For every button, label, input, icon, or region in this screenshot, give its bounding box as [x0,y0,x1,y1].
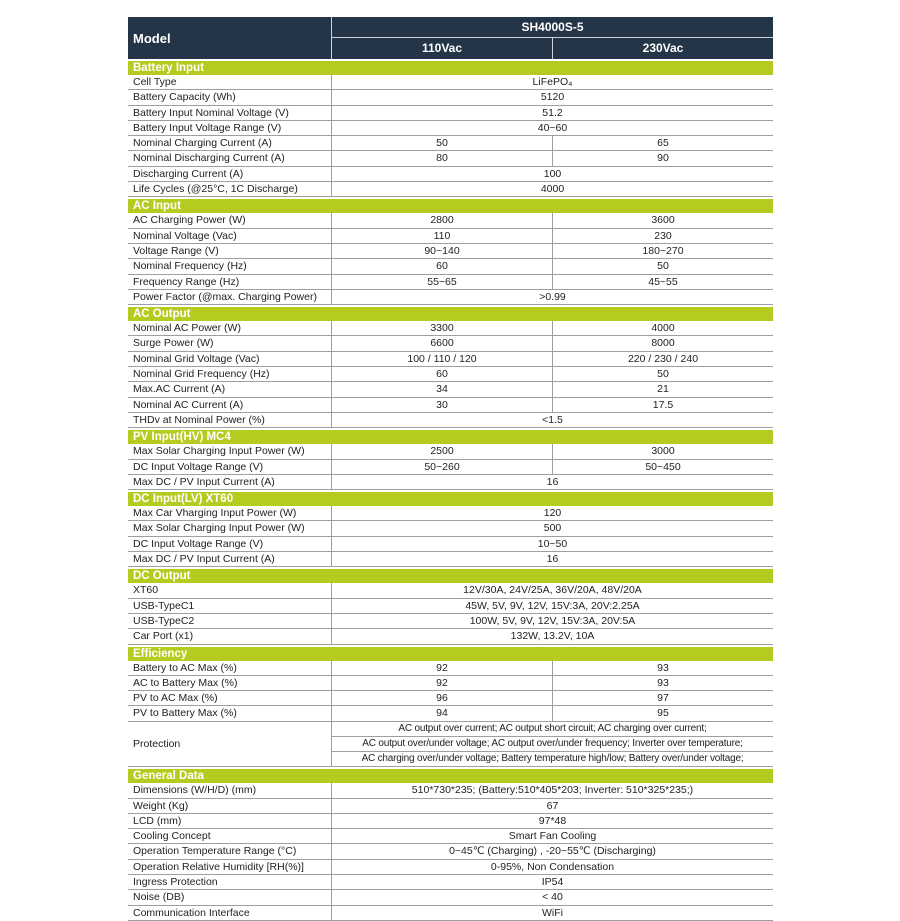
value-cell: 16 [546,553,559,566]
value-cell: 100 [543,167,562,180]
value-cell: 3300 [430,322,454,335]
table-row [128,537,773,552]
table-row [128,676,773,691]
value-cell: 93 [552,676,773,690]
value-cell: 21 [552,382,773,396]
value-cell: IP54 [541,876,564,889]
row-label: Frequency Range (Hz) [133,275,240,288]
value-cell: Smart Fan Cooling [508,830,597,843]
row-values [331,521,773,535]
table-row [128,229,773,244]
row-values [331,475,773,489]
value-cell: < 40 [542,891,563,904]
table-row [128,275,773,290]
row-values [331,413,773,427]
value-cell: 67 [546,799,559,812]
value-cell: 100 / 110 / 120 [407,352,477,365]
value-cell: 80 [436,152,448,165]
value-cell: 90 [552,151,773,165]
table-row [128,691,773,706]
row-values [331,599,773,613]
row-label: Max DC / PV Input Current (A) [133,553,275,566]
row-label: USB-TypeC2 [133,614,195,627]
row-values [331,367,773,381]
voltage-columns [332,38,773,59]
value-cell: 110 [433,229,451,242]
row-values [331,275,773,289]
section-title-dc-input-lv-xt60: DC Input(LV) XT60 [128,492,773,506]
row-values [331,829,773,843]
value-cell: 0-95%, Non Condensation [490,860,615,873]
table-row [128,75,773,90]
row-values [331,167,773,181]
table-row [128,290,773,305]
row-label: Operation Relative Humidity [RH(%)] [133,860,304,873]
header-product-block [331,17,773,59]
value-cell: 94 [436,707,448,720]
row-values [331,906,773,920]
row-values [331,213,773,227]
value-cell: 96 [436,692,448,705]
section-title-ac-input: AC Input [128,199,773,213]
row-label: AC to Battery Max (%) [133,676,238,689]
table-row [128,599,773,614]
row-values [331,506,773,520]
row-values [331,75,773,89]
row-values [331,537,773,551]
value-cell: 97 [552,691,773,705]
value-cell: 500 [543,522,562,535]
spec-sheet [128,17,773,921]
value-cell: 510*730*235; (Battery:510*405*203; Inverter: 510*325*235;) [411,784,694,797]
row-label: Nominal Charging Current (A) [133,137,272,150]
table-row [128,244,773,259]
column-110vac: 110Vac [421,41,463,55]
row-label: Battery Input Nominal Voltage (V) [133,106,289,119]
protection-line: AC output over/under voltage; AC output over/under frequency; Inverter over temperature; [332,736,773,751]
row-label: Nominal Voltage (Vac) [133,229,237,242]
row-label: PV to Battery Max (%) [133,707,237,720]
value-cell: 51.2 [542,106,563,119]
value-cell: 17.5 [552,398,773,412]
table-row [128,583,773,598]
row-label: PV to AC Max (%) [133,692,218,705]
section-title-dc-output: DC Output [128,569,773,583]
value-cell: 180~270 [552,244,773,258]
value-cell: 3600 [552,213,773,227]
table-row [128,151,773,166]
row-values [331,106,773,120]
row-values [331,629,773,643]
value-cell: 4000 [552,321,773,335]
value-cell: 230 [552,229,773,243]
table-row [128,213,773,228]
table-row [128,890,773,905]
value-cell: 97*48 [538,814,567,827]
row-label: Cell Type [133,76,177,88]
table-row [128,136,773,151]
row-values [331,229,773,243]
value-cell: 90~140 [424,244,460,257]
value-cell: 16 [546,475,559,488]
row-label: Nominal Frequency (Hz) [133,260,247,273]
row-values [331,814,773,828]
row-label: Discharging Current (A) [133,167,244,180]
spec-sections [128,61,773,921]
table-row [128,398,773,413]
table-row [128,783,773,798]
row-label: Battery Capacity (Wh) [133,91,236,104]
row-label: Dimensions (W/H/D) (mm) [133,784,257,797]
value-cell: 60 [436,260,448,273]
value-cell: WiFi [542,906,563,919]
row-label: Communication Interface [133,906,250,919]
value-cell: 50~260 [424,460,460,473]
table-row [128,352,773,367]
value-cell: 100W, 5V, 9V, 12V, 15V:3A, 20V:5A [469,614,636,627]
row-values [331,860,773,874]
row-values [331,352,773,366]
row-values [331,661,773,675]
row-label: Max.AC Current (A) [133,383,226,396]
value-cell: 95 [552,706,773,720]
table-row [128,521,773,536]
table-row [128,382,773,397]
row-label: USB-TypeC1 [133,599,195,612]
protection-line: AC output over current; AC output short circuit; AC charging over current; [398,722,707,734]
value-cell: 132W, 13.2V, 10A [510,630,595,643]
row-values [331,136,773,150]
row-values [331,244,773,258]
protection-values [331,722,773,767]
row-values [331,691,773,705]
value-cell: >0.99 [539,290,566,303]
value-cell: 30 [436,398,448,411]
row-values [331,382,773,396]
row-label: Weight (Kg) [133,799,189,812]
table-row [128,552,773,567]
row-label: DC Input Voltage Range (V) [133,537,264,550]
row-values [331,676,773,690]
row-values [331,844,773,858]
table-header [128,17,773,59]
table-row [128,875,773,890]
value-cell: 65 [552,136,773,150]
row-label: Ingress Protection [133,876,218,889]
section-title-efficiency: Efficiency [128,647,773,661]
row-values [331,321,773,335]
row-values [331,799,773,813]
row-label: Max DC / PV Input Current (A) [133,475,275,488]
value-cell: 92 [436,661,448,674]
row-values [331,121,773,135]
row-label: Power Factor (@max. Charging Power) [133,290,317,303]
row-values [331,890,773,904]
table-row [128,167,773,182]
value-cell: 2500 [430,445,454,458]
value-cell: <1.5 [542,413,563,426]
table-row [128,367,773,382]
table-row [128,336,773,351]
value-cell: 50~450 [552,460,773,474]
row-label: LCD (mm) [133,814,182,827]
table-row [128,259,773,274]
row-values [331,444,773,458]
table-row [128,629,773,644]
value-cell: 45W, 5V, 9V, 12V, 15V:3A, 20V:2.25A [465,599,640,612]
product-name: SH4000S-5 [332,17,773,38]
row-values [331,614,773,628]
section-title-battery-input: Battery Input [128,61,773,75]
row-label: Surge Power (W) [133,337,214,350]
table-row [128,506,773,521]
table-row [128,182,773,197]
value-cell: 34 [436,383,448,396]
row-label: Max Solar Charging Input Power (W) [133,445,305,458]
value-cell: 12V/30A, 24V/25A, 36V/20A, 48V/20A [463,584,642,597]
table-row [128,121,773,136]
table-row [128,106,773,121]
row-values [331,90,773,104]
row-values [331,583,773,597]
value-cell: 3000 [552,444,773,458]
row-label: Nominal Grid Voltage (Vac) [133,352,260,365]
table-row [128,661,773,676]
protection-row [128,722,773,768]
row-values [331,336,773,350]
value-cell: 10~50 [537,537,568,550]
row-label: AC Charging Power (W) [133,214,246,227]
row-label: Life Cycles (@25°C, 1C Discharge) [133,183,298,196]
value-cell: 6600 [430,337,454,350]
table-row [128,90,773,105]
protection-line: AC charging over/under voltage; Battery temperature high/low; Battery over/under voltage; [332,751,773,766]
table-row [128,814,773,829]
section-title-general-data: General Data [128,769,773,783]
table-row [128,860,773,875]
value-cell: 8000 [552,336,773,350]
value-cell: 50 [552,259,773,273]
section-title-pv-input-hv-mc4: PV Input(HV) MC4 [128,430,773,444]
row-label: Car Port (x1) [133,630,194,643]
value-cell: LiFePO₄ [532,76,573,88]
row-values [331,783,773,797]
value-cell: 55~65 [427,275,457,288]
value-cell: 2800 [430,214,454,227]
value-cell: 120 [543,507,562,520]
row-label: Nominal AC Current (A) [133,398,244,411]
row-values [331,460,773,474]
table-row [128,614,773,629]
section-title-ac-output: AC Output [128,307,773,321]
row-label: XT60 [133,584,159,597]
row-values [331,259,773,273]
table-row [128,321,773,336]
table-row [128,829,773,844]
table-row [128,706,773,721]
row-values [331,552,773,566]
value-cell: 40~60 [537,121,568,134]
row-label: Max Car Vharging Input Power (W) [133,507,297,520]
value-cell: 50 [436,137,448,150]
table-row [128,444,773,459]
table-row [128,460,773,475]
value-cell: 220 / 230 / 240 [552,352,773,366]
model-label: Model [133,30,171,46]
table-row [128,799,773,814]
table-row [128,906,773,921]
table-row [128,413,773,428]
value-cell: 4000 [540,183,565,196]
value-cell: 5120 [540,91,565,104]
table-row [128,475,773,490]
row-label: Nominal Discharging Current (A) [133,152,285,165]
row-label: Nominal AC Power (W) [133,322,241,335]
table-row [128,844,773,859]
row-values [331,151,773,165]
value-cell: 45~55 [552,275,773,289]
row-label: Battery to AC Max (%) [133,661,237,674]
value-cell: 60 [436,368,448,381]
row-values [331,875,773,889]
row-label: Noise (DB) [133,891,185,904]
row-label: Max Solar Charging Input Power (W) [133,522,305,535]
row-values [331,290,773,304]
row-values [331,182,773,196]
value-cell: 50 [552,367,773,381]
row-label: DC Input Voltage Range (V) [133,460,264,473]
protection-label: Protection [133,737,181,750]
value-cell: 92 [436,676,448,689]
row-label: Voltage Range (V) [133,244,219,257]
row-values [331,706,773,720]
row-label: Nominal Grid Frequency (Hz) [133,368,270,381]
row-label: Cooling Concept [133,830,211,843]
value-cell: 93 [552,661,773,675]
row-label: Operation Temperature Range (°C) [133,845,297,858]
row-label: THDv at Nominal Power (%) [133,413,265,426]
row-label: Battery Input Voltage Range (V) [133,121,282,134]
column-230vac: 230Vac [552,38,773,59]
row-values [331,398,773,412]
value-cell: 0~45℃ (Charging) , -20~55℃ (Discharging) [449,845,656,858]
